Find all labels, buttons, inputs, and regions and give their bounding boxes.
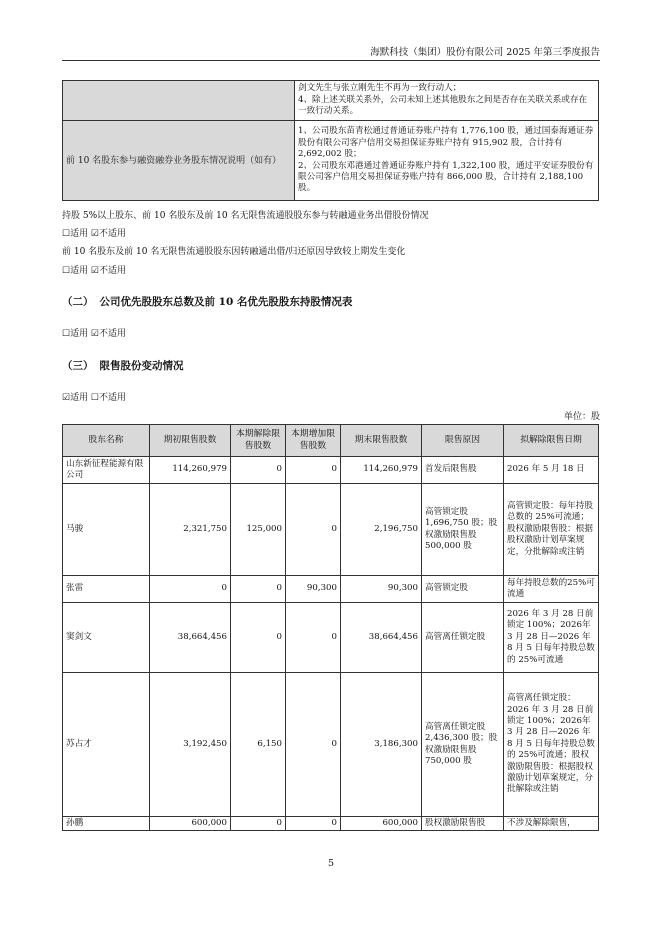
cell-release-date: 2026 年 5 月 18 日 <box>504 457 599 484</box>
cell-added: 0 <box>286 603 341 673</box>
cell-holder: 马骏 <box>63 484 150 576</box>
cell-added: 0 <box>286 817 341 831</box>
table-header-row <box>63 425 599 457</box>
section-preferred-shareholders: （二） 公司优先股股东总数及前 10 名优先股股东持股情况表 <box>62 296 353 308</box>
cell-release-date: 高管离任锁定股：2026 年 3 月 28 日前锁定 100%；2026年 3 月 28 日—2026 年 8 月 5 日每年持股总数的 25%可流通；股权激励限售股：根据股权激励计划草案规定，分批解除或注销 <box>504 673 599 817</box>
cell-added: 0 <box>286 484 341 576</box>
lending-change-applicability: ☐适用 ☑不适用 <box>62 266 126 276</box>
cell-added: 0 <box>286 673 341 817</box>
cell-holder: 窦剑文 <box>63 603 150 673</box>
col-header: 限售原因 <box>422 425 504 457</box>
lending-shares-applicability: ☐适用 ☑不适用 <box>62 229 126 239</box>
cell-released: 0 <box>231 457 286 484</box>
cell-release-date: 不涉及解除限售， <box>504 817 599 831</box>
col-header: 期初限售股数 <box>150 425 231 457</box>
cell-opening: 3,192,450 <box>150 673 231 817</box>
table1-row2-label: 前 10 名股东参与融资融券业务股东情况说明（如有） <box>63 121 295 201</box>
cell-released: 0 <box>231 603 286 673</box>
cell-holder: 孙鹏 <box>63 817 150 831</box>
cell-release-date: 每年持股总数的25%可流通 <box>504 576 599 603</box>
cell-holder: 山东新征程能源有限公司 <box>63 457 150 484</box>
cell-opening: 114,260,979 <box>150 457 231 484</box>
cell-release-date: 2026 年 3 月 28 日前锁定 100%；2026年 3 月 28 日—2026 年 8 月 5 日每年持股总数的 25%可流通 <box>504 603 599 673</box>
table-row <box>63 576 599 603</box>
cell-closing: 114,260,979 <box>341 457 422 484</box>
cell-released: 0 <box>231 576 286 603</box>
table1-row1-text: 剑文先生与张立刚先生不再为一致行动人； 4、除上述关联关系外，公司未知上述其他股东之间是否存在关联关系或存在一致行动关系。 <box>295 81 599 121</box>
cell-released: 125,000 <box>231 484 286 576</box>
cell-added: 0 <box>286 457 341 484</box>
col-header: 本期解除限售股数 <box>231 425 286 457</box>
cell-released: 0 <box>231 817 286 831</box>
table1-row1-label <box>63 81 295 121</box>
table-row <box>63 457 599 484</box>
shareholder-notes-table <box>62 80 599 201</box>
cell-reason: 高管锁定股1,696,750 股；股权激励限售股500,000 股 <box>422 484 504 576</box>
col-header: 股东名称 <box>63 425 150 457</box>
col-header: 拟解除限售日期 <box>504 425 599 457</box>
page-number: 5 <box>327 858 335 869</box>
cell-opening: 0 <box>150 576 231 603</box>
cell-reason: 股权激励限售股 <box>422 817 504 831</box>
cell-added: 90,300 <box>286 576 341 603</box>
table-row <box>63 603 599 673</box>
unit-label: 单位：股 <box>563 412 600 422</box>
col-header: 期末限售股数 <box>341 425 422 457</box>
cell-opening: 2,321,750 <box>150 484 231 576</box>
preferred-shareholders-applicability: ☐适用 ☑不适用 <box>62 329 126 339</box>
lending-change-note: 前 10 名股东及前 10 名无限售流通股股东因转融通出借/归还原因导致较上期发生变化 <box>62 247 406 257</box>
cell-released: 6,150 <box>231 673 286 817</box>
page-header: 海默科技（集团）股份有限公司 2025 年第三季度报告 <box>370 47 600 58</box>
table-row <box>63 484 599 576</box>
table1-row2-text: 1、公司股东苗青松通过普通证券账户持有 1,776,100 股，通过国泰海通证券股份有限公司客户信用交易担保证券账户持有 915,902 股，合计持有 2,692,002 股； 2、公司股东邓港通过普通证券账户持有 1,322,100 股，通过平安证券股份有限公司客户信用交易担保证券账户持有 866,000 股，合计持有 2,188,100 股。 <box>295 121 599 201</box>
cell-opening: 38,664,456 <box>150 603 231 673</box>
col-header: 本期增加限售股数 <box>286 425 341 457</box>
cell-release-date: 高管锁定股：每年持股总数的 25%可流通；股权激励限售股：根据股权激励计划草案规定，分批解除或注销 <box>504 484 599 576</box>
cell-reason: 高管离任锁定股2,436,300 股；股权激励限售股750,000 股 <box>422 673 504 817</box>
header-rule <box>62 60 600 61</box>
cell-holder: 张雷 <box>63 576 150 603</box>
cell-reason: 高管离任锁定股 <box>422 603 504 673</box>
cell-closing: 2,196,750 <box>341 484 422 576</box>
cell-closing: 600,000 <box>341 817 422 831</box>
cell-holder: 苏占才 <box>63 673 150 817</box>
section-restricted-shares: （三） 限售股份变动情况 <box>62 360 184 372</box>
cell-closing: 38,664,456 <box>341 603 422 673</box>
table-row <box>63 817 599 831</box>
restricted-shares-applicability: ☑适用 ☐不适用 <box>62 393 126 403</box>
cell-opening: 600,000 <box>150 817 231 831</box>
restricted-shares-table <box>62 424 599 831</box>
cell-reason: 高管锁定股 <box>422 576 504 603</box>
cell-closing: 3,186,300 <box>341 673 422 817</box>
table-row <box>63 673 599 817</box>
lending-shares-note: 持股 5%以上股东、前 10 名股东及前 10 名无限售流通股股东参与转融通业务出借股份情况 <box>62 211 429 221</box>
cell-reason: 首发后限售股 <box>422 457 504 484</box>
cell-closing: 90,300 <box>341 576 422 603</box>
